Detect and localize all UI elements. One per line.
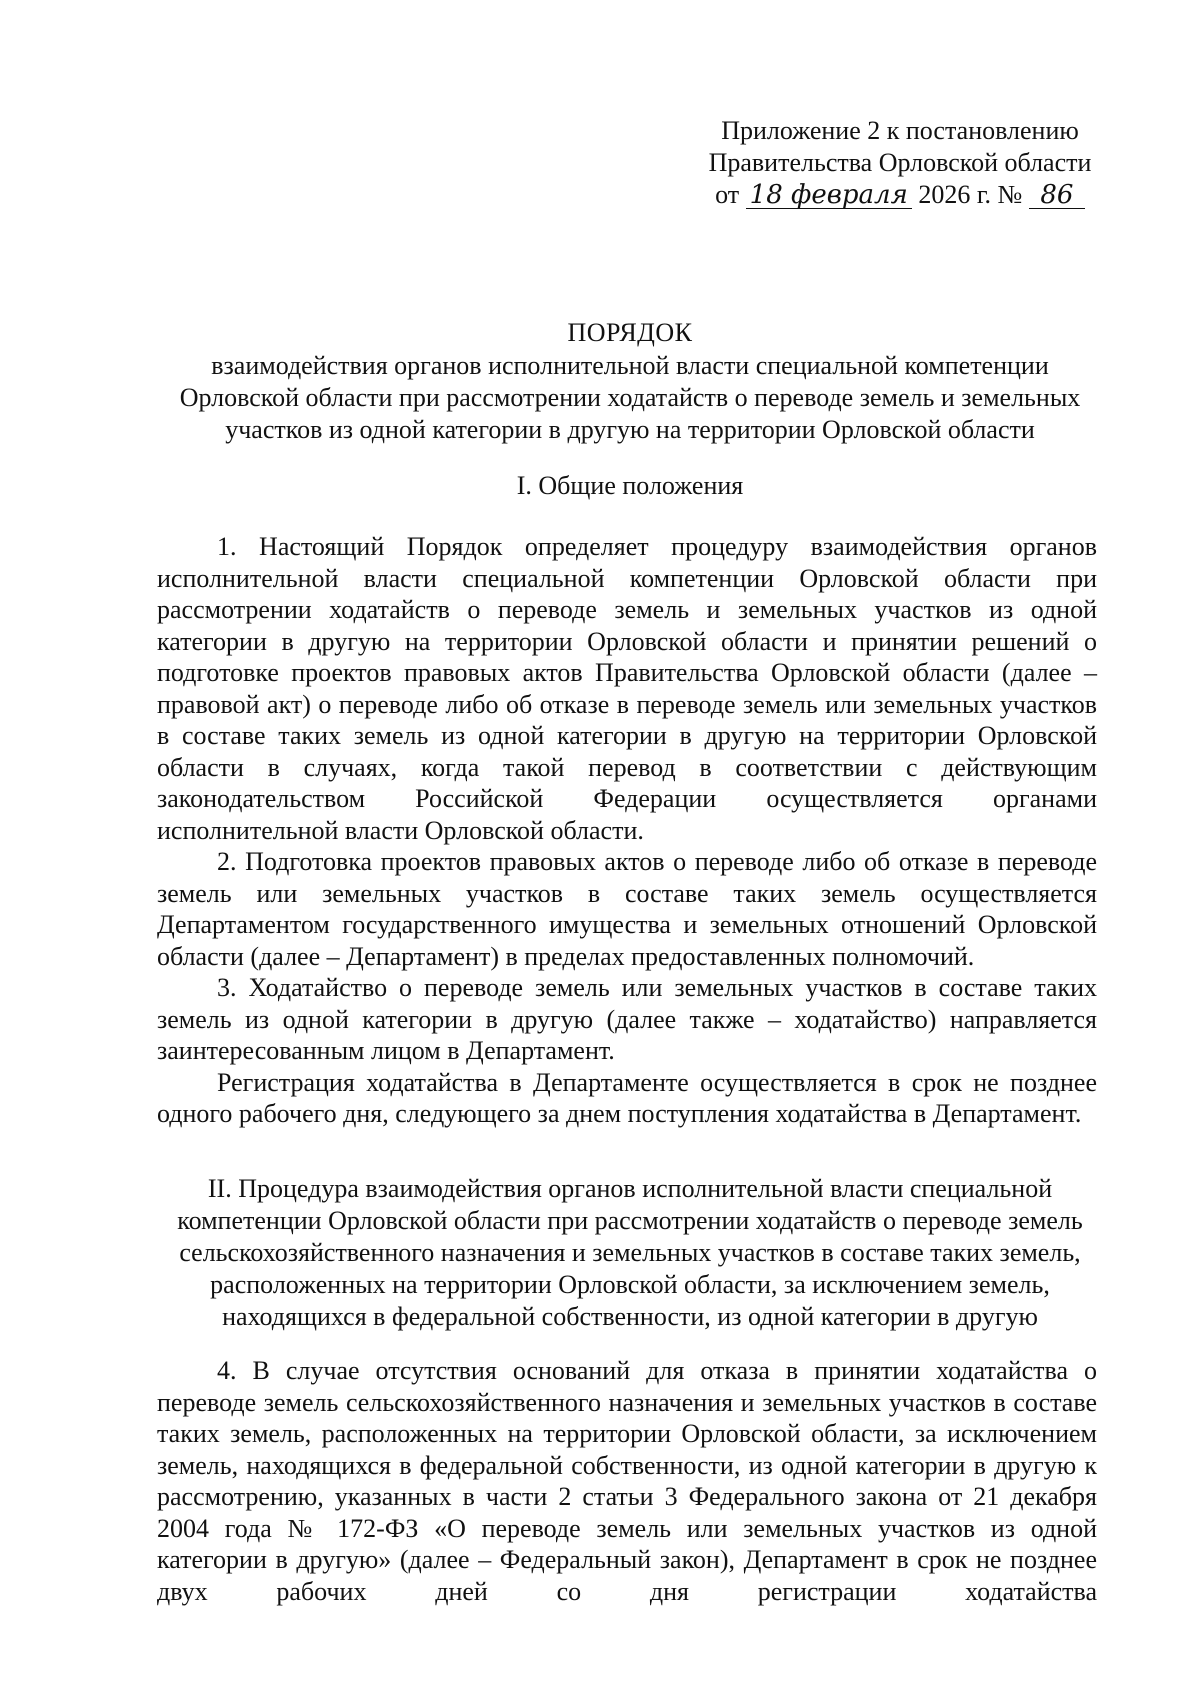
section-2-heading <box>150 1173 1110 1333</box>
paragraph-3: 3. Ходатайство о переводе земель или земельных участков в составе таких земель из одной категории в другую (далее также – ходатайство) направляется заинтересованным лицом в Департамент. <box>157 973 1097 1065</box>
annex-block <box>690 115 1110 211</box>
section-2-heading-line: находящихся в федеральной собственности, из одной категории в другую <box>222 1302 1038 1331</box>
section-1-heading <box>150 470 1110 502</box>
section-1-body <box>157 531 1097 1130</box>
annex-line-1: Приложение 2 к постановлению <box>721 116 1079 145</box>
section-2-heading-line: компетенции Орловской области при рассмотрении ходатайств о переводе земель <box>177 1206 1083 1235</box>
subtitle-line: Орловской области при рассмотрении ходатайств о переводе земель и земельных <box>179 383 1081 412</box>
paragraph-2: 2. Подготовка проектов правовых актов о переводе либо об отказе в переводе земель или земельных участков в составе таких земель осуществляется Департаментом государственного имущества и земельных отношений Орловской области (далее – Департамент) в пределах предоставленных полномочий. <box>157 847 1097 971</box>
subtitle-line: взаимодействия органов исполнительной власти специальной компетенции <box>211 351 1049 380</box>
section-2-heading-line: расположенных на территории Орловской области, за исключением земель, <box>210 1270 1050 1299</box>
section-2-body <box>157 1355 1097 1607</box>
subtitle-line: участков из одной категории в другую на территории Орловской области <box>225 415 1035 444</box>
annex-line-2: Правительства Орловской области <box>708 148 1092 177</box>
annex-date-line <box>690 179 1110 211</box>
paragraph-3-registration: Регистрация ходатайства в Департаменте осуществляется в срок не позднее одного рабочего дня, следующего за днем поступления ходатайства в Департамент. <box>157 1067 1097 1128</box>
section-1-heading-text: I. Общие положения <box>516 471 744 500</box>
paragraph-4: 4. В случае отсутствия оснований для отказа в принятии ходатайства о переводе земель сельскохозяйственного назначения и земельных участков в составе таких земель, расположенных на территории Орловской области, за исключением земель, находящихся в федеральной собственности, из одной категории в другую к рассмотрению, указанных в части 2 статьи 3 Федерального закона от 21 декабря 2004 года № 172-ФЗ «О переводе земель или земельных участков из одной категории в другую» (далее – Федеральный закон), Департамент в срок не позднее двух рабочих дней со дня регистрации ходатайства <box>157 1356 1097 1606</box>
document-title: ПОРЯДОК <box>567 318 693 347</box>
annex-from-label: от <box>715 180 740 209</box>
annex-year-text: 2026 г. № <box>918 180 1023 209</box>
section-2-heading-line: II. Процедура взаимодействия органов исполнительной власти специальной <box>207 1174 1053 1203</box>
handwritten-number: 86 <box>1029 182 1085 209</box>
document-subtitle <box>150 350 1110 446</box>
section-2-heading-line: сельскохозяйственного назначения и земельных участков в составе таких земель, <box>179 1238 1081 1267</box>
handwritten-date: 18 февраля <box>746 182 912 209</box>
paragraph-1: 1. Настоящий Порядок определяет процедуру взаимодействия органов исполнительной власти специальной компетенции Орловской области при рассмотрении ходатайств о переводе земель и земельных участков из одной категории в другую на территории Орловской области и принятии решений о подготовке проектов правовых актов Правительства Орловской области (далее – правовой акт) о переводе либо об отказе в переводе земель или земельных участков в составе таких земель из одной категории в другую на территории Орловской области в случаях, когда такой перевод в соответствии с действующим законодательством Российской Федерации осуществляется органами исполнительной власти Орловской области. <box>157 532 1097 845</box>
